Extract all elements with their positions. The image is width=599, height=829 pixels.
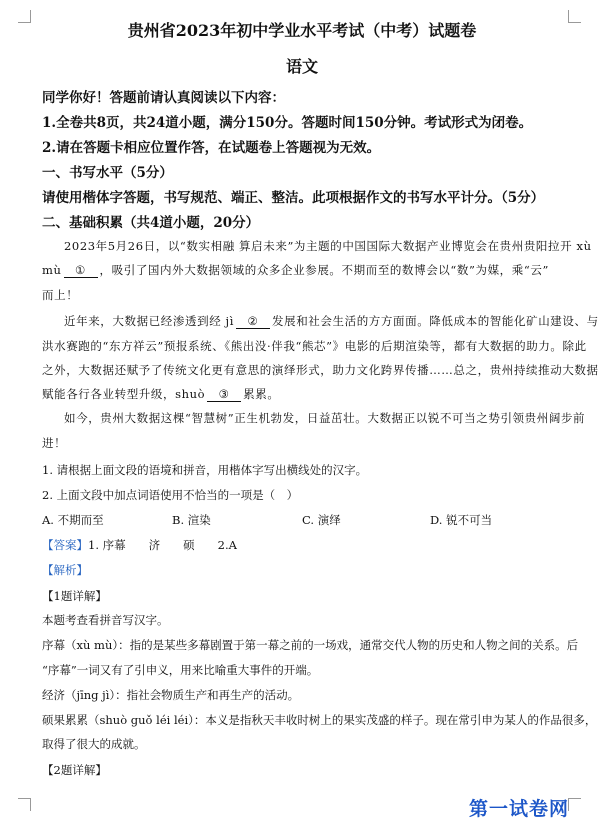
passage-line-7: [42, 386, 279, 402]
q1-detail-header: 【1题详解】: [42, 589, 107, 603]
analysis-xumu-2: “序幕”一词又有了引申义，用来比喻重大事件的开端。: [42, 663, 319, 677]
crop-mark-bottom-left: [18, 798, 31, 811]
crop-mark-top-right: [568, 10, 581, 23]
option-d: D. 锐不可当: [430, 513, 493, 527]
analysis-intro: 本题考查看拼音写汉字。: [42, 613, 169, 627]
crop-mark-top-left: [18, 10, 31, 23]
passage-line-2: [42, 262, 549, 278]
passage-line-6: 之外，大数据还赋予了传统文化更有意思的演绎形式，助力文化跨界传播……总之，贵州持续推动大数据: [42, 363, 599, 377]
answer-text: 1. 序幕 济 硕 2.A: [88, 538, 237, 552]
analysis-jingji: 经济（jīng jì）：指社会物质生产和再生产的活动。: [42, 688, 300, 702]
option-a: A. 不期而至: [42, 513, 104, 527]
notice-rule-1: 1.全卷共8页，共24道小题，满分150分。答题时间150分钟。考试形式为闭卷。: [42, 115, 533, 131]
option-b: B. 渲染: [172, 513, 211, 527]
passage-line-4: [64, 313, 599, 329]
analysis-tag: 【解析】: [42, 563, 88, 577]
analysis-shuoguo-1: 硕果累累（shuò guǒ léi léi）：本义是指秋天丰收时树上的果实茂盛的样子。现在常引申为某人的作品很多，: [42, 713, 597, 727]
section2-heading: 二、基础积累（共4道小题，20分）: [42, 215, 260, 231]
passage-line-4-pre: 近年来，大数据已经渗透到经 jì: [64, 314, 234, 328]
crop-mark-bottom-right: [568, 798, 581, 811]
passage-line-8: 如今，贵州大数据这棵“智慧树”正生机勃发，日益茁壮。大数据正以锐不可当之势引领贵州阔步前: [64, 411, 586, 425]
passage-line-1: 2023年5月26日，以“数实相融 算启未来”为主题的中国国际大数据产业博览会在贵州贵阳拉开 xù: [64, 239, 592, 253]
blank-1: ①: [64, 263, 98, 278]
site-watermark: 第一试卷网: [468, 798, 569, 820]
analysis-shuoguo-2: 取得了很大的成就。: [42, 737, 146, 751]
question-2: 2. 上面文段中加点词语使用不恰当的一项是（ ）: [42, 488, 299, 502]
passage-line-4-text: 发展和社会生活的方方面面。降低成本的智能化矿山建设、与: [272, 314, 599, 328]
analysis-xumu-1: 序幕（xù mù）：指的是某些多幕剧置于第一幕之前的一场戏，通常交代人物的历史和人物之间的关系。后: [42, 638, 579, 652]
passage-line-7-pre: 赋能各行各业转型升级，shuò: [42, 387, 206, 401]
q2-detail-header: 【2题详解】: [42, 763, 107, 777]
section1-heading: 一、书写水平（5分）: [42, 165, 173, 181]
blank-2: ②: [236, 314, 270, 329]
answer-line: [42, 537, 237, 553]
exam-subject: 语文: [285, 57, 318, 76]
pinyin-xumu: mù: [42, 263, 62, 277]
passage-line-9: 进！: [42, 436, 67, 450]
option-c: C. 演绎: [302, 513, 341, 527]
blank-3: ③: [207, 387, 241, 402]
exam-title: 贵州省2023年初中学业水平考试（中考）试题卷: [127, 21, 477, 40]
notice-intro: 同学你好！答题前请认真阅读以下内容：: [42, 90, 285, 106]
notice-rule-2: 2.请在答题卡相应位置作答，在试题卷上答题视为无效。: [42, 140, 381, 156]
passage-line-2-text: ，吸引了国内外大数据领域的众多企业参展。不期而至的数博会以“数”为媒，乘“云”: [99, 263, 549, 277]
section1-instruction: 请使用楷体字答题，书写规范、端正、整洁。此项根据作文的书写水平计分。（5分）: [42, 190, 545, 206]
question-1: 1. 请根据上面文段的语境和拼音，用楷体字写出横线处的汉字。: [42, 463, 368, 477]
passage-line-3: 而上！: [42, 288, 79, 302]
answer-tag: 【答案】: [42, 538, 88, 552]
passage-line-7-text: 累累。: [243, 387, 280, 401]
passage-line-5: 洪水赛跑的“东方祥云”预报系统、《熊出没·伴我“熊芯”》电影的后期渲染等，都有大数据的助力。除此: [42, 339, 587, 353]
